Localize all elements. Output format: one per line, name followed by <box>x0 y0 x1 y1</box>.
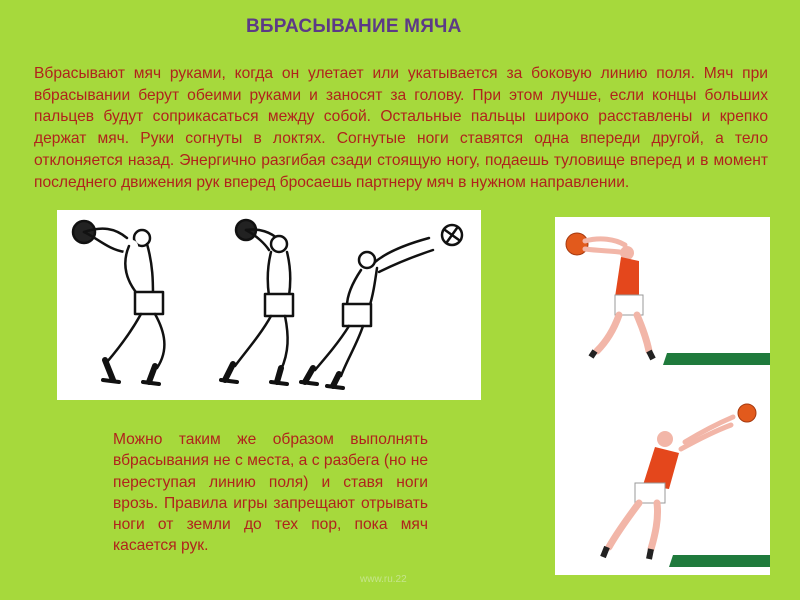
figure-2 <box>221 220 293 384</box>
page-title: ВБРАСЫВАНИЕ МЯЧА <box>246 16 462 37</box>
player-windup <box>566 233 653 359</box>
footer-watermark: www.ru.22 <box>360 574 407 585</box>
player-release <box>603 404 756 559</box>
figure-3 <box>301 225 462 388</box>
sequence-illustration <box>57 210 481 400</box>
throw-in-color-illustrations <box>555 217 770 575</box>
secondary-paragraph: Можно таким же образом выполнять вбрасывания не с места, а с разбега (но не переступая линию поля) и ставя ноги врозь. Правила игры запрещают отрывать ноги от земли до тех пор, пока мяч касается рук. <box>113 431 428 555</box>
color-illustration <box>555 217 770 575</box>
main-paragraph: Вбрасывают мяч руками, когда он улетает или укатывается за боковую линию поля. Мяч при вбрасывании берут обеими руками и заносят за голову. При этом лучше, если концы больших пальцев будут соприкасаться между собой. Остальные пальцы широко расставлены и крепко держат мяч. Руки согнуты в локтях. Согнутые ноги ставятся одна впереди другой, а тело отклоняется назад. Энергично разгибая сзади стоящую ногу, подаешь туловище вперед и в момент последнего движения рук вперед бросаешь партнеру мяч в нужном направлении. <box>34 65 768 191</box>
figure-1 <box>73 221 164 384</box>
throw-in-sequence-drawing <box>57 210 481 400</box>
